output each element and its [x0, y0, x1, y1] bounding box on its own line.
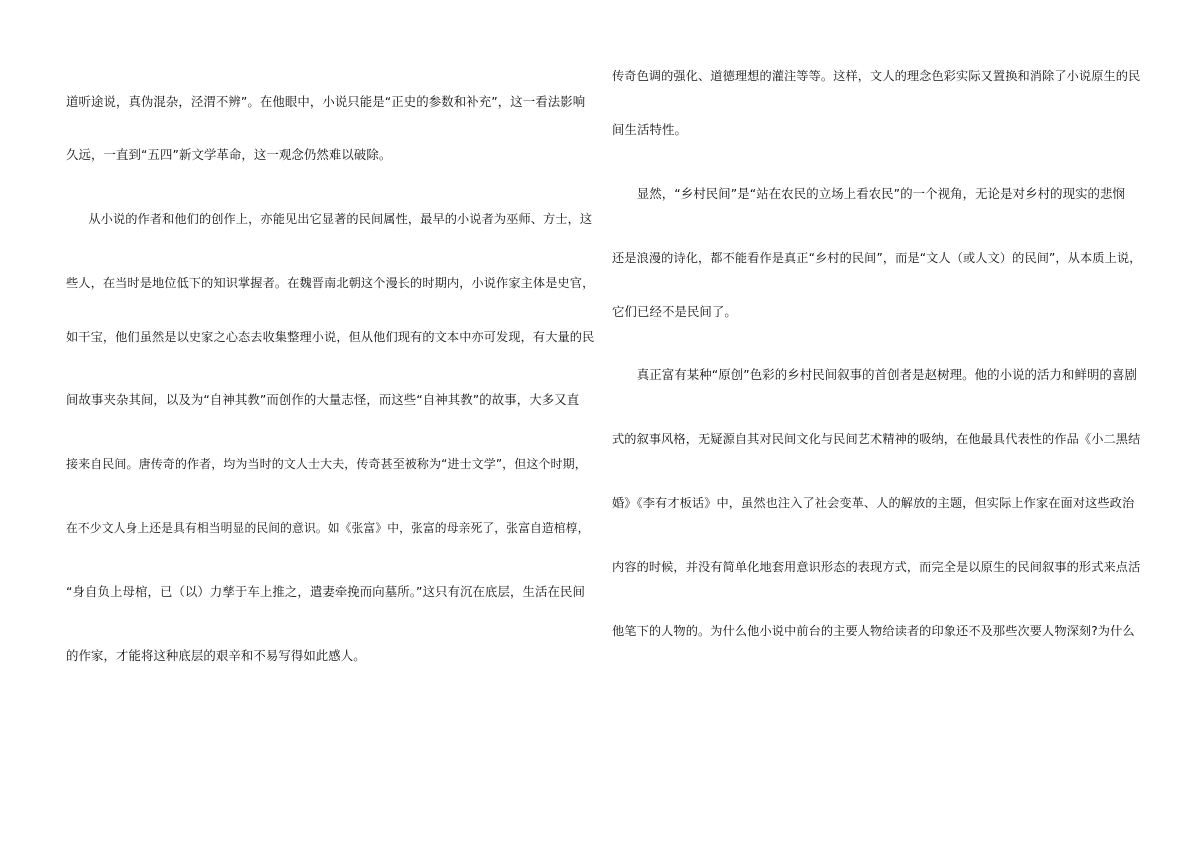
text-line: 久远，一直到“五四”新文学革命，这一观念仍然难以破除。: [66, 147, 392, 162]
text-line: 真正富有某种“原创”色彩的乡村民间叙事的首创者是赵树理。他的小说的活力和鲜明的喜剧: [636, 367, 1137, 382]
text-line: 在不少文人身上还是具有相当明显的民间的意识。如《张富》中，张富的母亲死了，张富自造棺椁，: [66, 521, 590, 535]
text-line: 式的叙事风格，无疑源自其对民间文化与民间艺术精神的吸纳，在他最具代表性的作品《小二黑结: [612, 432, 1141, 446]
text-line: 婚》《李有才板话》中，虽然也注入了社会变革、人的解放的主题，但实际上作家在面对这些政治: [612, 496, 1135, 510]
text-line: 从小说的作者和他们的创作上，亦能见出它显著的民间属性，最早的小说者为巫师、方士，这: [88, 212, 593, 226]
text-line: 的作家，才能将这种底层的艰辛和不易写得如此感人。: [66, 648, 366, 663]
text-line: 显然，“乡村民间”是“站在农民的立场上看农民”的一个视角，无论是对乡村的现实的悲悯: [636, 186, 1126, 201]
text-line: 传奇色调的强化、道德理想的灌注等等。这样，文人的理念色彩实际又置换和消除了小说原生的民: [612, 69, 1141, 83]
paragraph-first-line: [64, 211, 592, 227]
text-line: 它们已经不是民间了。: [612, 304, 737, 319]
text-line: 些人，在当时是地位低下的知识掌握者。在魏晋南北朝这个漫长的时期内，小说作家主体是史官，: [66, 276, 595, 290]
text-line: 他笔下的人物的。为什么他小说中前台的主要人物给读者的印象还不及那些次要人物深刻?为什么: [612, 624, 1135, 638]
paragraph-first-line: [612, 367, 1137, 383]
text-line: 如干宝，他们虽然是以史家之心态去收集整理小说，但从他们现有的文本中亦可发现，有大量的民: [66, 330, 595, 344]
text-line: 间故事夹杂其间，以及为“自神其教”而创作的大量志怪，而这些“自神其教”的故事，大多又直: [66, 392, 580, 407]
text-line: 还是浪漫的诗化，都不能看作是真正“乡村的民间”，而是“文人（或人文）的民间”，从本质上说，: [612, 251, 1142, 265]
text-line: 接来自民间。唐传奇的作者，均为当时的文人士大夫，传奇甚至被称为“进士文学”，但这个时期，: [66, 457, 587, 471]
text-line: “身自负上母棺，已（以）力孳于车上推之，遣妻牵挽而向墓所。”这只有沉在底层，生活在民间: [66, 584, 585, 599]
text-line: 间生活特性。: [612, 122, 687, 137]
text-line: 内容的时候，并没有简单化地套用意识形态的表现方式，而完全是以原生的民间叙事的形式来点活: [612, 560, 1141, 574]
text-line: 道听途说，真伪混杂，泾渭不辨”。在他眼中，小说只能是“正史的参数和补充”，这一看法影响: [66, 94, 586, 109]
paragraph-first-line: [612, 186, 1125, 202]
